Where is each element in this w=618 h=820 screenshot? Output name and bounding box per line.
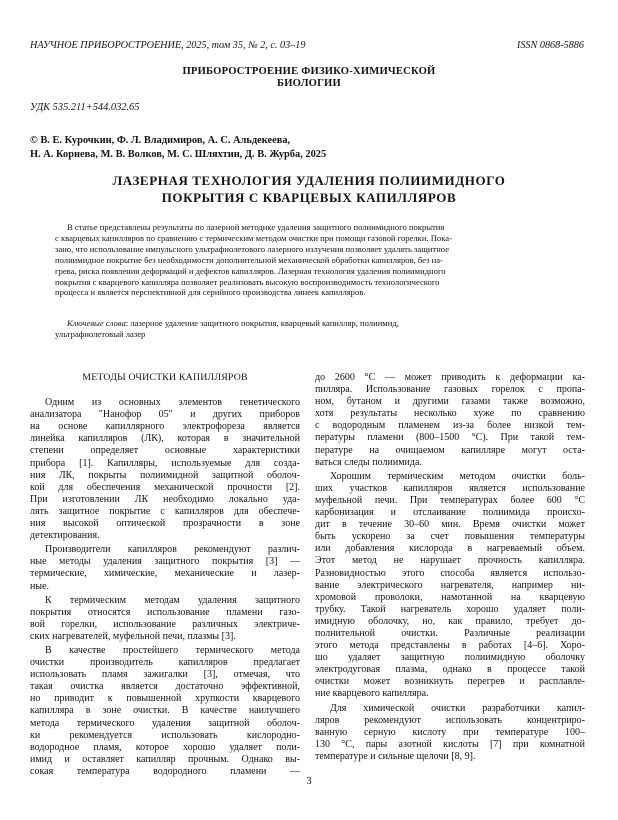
abstract-line: с кварцевых капилляров по сравнению с термическим методом очистки при помощи газовой горелки. Пока-: [55, 232, 452, 243]
text-line: Хорошим термическим методом очистки боль-: [330, 470, 585, 482]
text-line: с водородным пламенем из-за более низкой тем-: [315, 420, 585, 432]
keywords: [55, 318, 563, 340]
text-line: Одним из основных элементов генетического: [45, 397, 300, 409]
text-line: водородное пламя, которое хорошо удаляет поли-: [30, 741, 300, 753]
text-line: линейка капилляров (ЛК), которая в значительной: [30, 433, 300, 445]
text-line: карбонизация и отслаивание полиимида происхо-: [315, 507, 585, 519]
text-line: ских нагревателей, муфельной печи, плазмы [3].: [30, 630, 236, 642]
abstract-line: В статье представлены результаты по лазерной методике удаления защитного полиимидного покрытия: [67, 222, 445, 232]
text-line: на основе капиллярного электрофореза является: [30, 421, 300, 433]
text-line: очистки производитель капилляров предлагает: [30, 657, 300, 669]
text-line: дит в течение 30–60 мин. Время очистки может: [315, 519, 585, 531]
text-line: хромовой проволоки, намотанной на кварцевую: [315, 591, 585, 603]
section-title: [60, 66, 558, 90]
text-line: ки рекомендуется использовать кислородно-: [30, 729, 300, 741]
authors-line-2: Н. А. Корнева, М. В. Волков, М. С. Шляхтин, Д. В. Журба, 2025: [30, 149, 327, 160]
text-line: капилляра в зоне очистки. В качестве наилучшего: [30, 705, 300, 717]
article-title-line: ЛАЗЕРНАЯ ТЕХНОЛОГИЯ УДАЛЕНИЯ ПОЛИИМИДНОГО: [112, 173, 506, 188]
text-line: имидную оболочку, но, как правило, требует до-: [315, 615, 585, 627]
text-line: К термическим методам удаления защитного: [45, 594, 300, 606]
article-title-line: ПОКРЫТИЯ С КВАРЦЕВЫХ КАПИЛЛЯРОВ: [161, 190, 457, 205]
text-line: ляров рекомендуют использовать концентриро-: [315, 714, 585, 726]
text-line: анализатора "Нанофор 05" и других приборов: [30, 409, 300, 421]
section-title-line: БИОЛОГИИ: [277, 78, 341, 89]
text-line: ванную серную кислоту при температуре 100–: [315, 726, 585, 738]
text-line: полнительной очистки. Различные реализации: [315, 627, 585, 639]
text-line: муфельной печи. При температурах более 600 °С: [315, 494, 585, 506]
text-line: использовать пламя зажигалки [3], отмечая, что: [30, 669, 300, 681]
journal-header: НАУЧНОЕ ПРИБОРОСТРОЕНИЕ, 2025, том 35, № 2, с. 03–19: [30, 40, 306, 51]
text-line: покрытия относятся использование пламени газо-: [30, 606, 300, 618]
text-line: ные.: [30, 580, 50, 592]
text-line: Разновидностью этого способа является использо-: [315, 567, 585, 579]
text-line: пилляра. Использование газовых горелок с пропа-: [315, 384, 585, 396]
text-line: метода термического удаления защитной оболоч-: [30, 717, 300, 729]
text-line: пературе на очищаемом капилляре могут оста-: [315, 444, 585, 456]
text-line: В качестве простейшего термического метода: [45, 644, 300, 656]
text-line: Производители капилляров рекомендуют различ-: [45, 544, 300, 556]
text-line: такая очистка является достаточно эффективной,: [30, 681, 300, 693]
issn-header: ISSN 0868-5886: [516, 40, 584, 51]
text-line: 130 °С, пары азотной кислоты [7] при комнатной: [315, 738, 585, 750]
text-line: вой горелки, использование различных электриче-: [30, 618, 300, 630]
text-line: быть ускорено за счет повышения температуры: [315, 531, 585, 543]
text-line: очистки может возникнуть перегрев и расплавле-: [315, 676, 585, 688]
text-line: пературы пламени (800–1500 °С). При такой тем-: [315, 432, 585, 444]
article-title: [60, 172, 558, 206]
text-line: шо удаляет защитную полиимидную оболочку: [315, 652, 585, 664]
text-line: трубку. Такой нагреватель хорошо удаляет поли-: [315, 603, 585, 615]
abstract-line: грева, риска появления деформаций и дефектов капилляров. Лазерная технология удаления полиимидного: [55, 265, 446, 276]
keywords-label: Ключевые слова: [67, 318, 126, 328]
text-line: Этот метод не нарушает прочность капилляра.: [315, 555, 585, 567]
udk-code: УДК 535.211+544.032.65: [30, 102, 140, 113]
text-line: до 2600 °С — может приводить к деформации ка-: [315, 372, 585, 383]
text-line: детектирования.: [30, 530, 100, 542]
text-line: ние кварцевого капилляра.: [315, 688, 429, 700]
text-line: ших участков капилляров является использование: [315, 482, 585, 494]
abstract-line: процесса и является перспективной для серийного производства линеек капилляров.: [55, 287, 366, 298]
text-line: ваться следы полиимида.: [315, 456, 422, 468]
text-line: электродуговая плазма, однако в процессе такой: [315, 664, 585, 676]
text-line: но приводит к повышенной хрупкости кварцевого: [30, 693, 300, 705]
text-line: вание электрического нагревателя, например ни-: [315, 579, 585, 591]
keywords-text: : лазерное удаление защитного покрытия, кварцевый капилляр, полиимид,: [125, 318, 399, 328]
text-line: ные методы удаления защитного покрытия [3] —: [30, 556, 300, 568]
page-number: 3: [306, 776, 312, 787]
text-line: степени определяет основные характеристики: [30, 445, 300, 457]
text-line: прибора [1]. Капилляры, используемые для созда-: [30, 457, 300, 469]
heading-gap: [30, 384, 300, 397]
authors-text: В. Е. Курочкин, Ф. Л. Владимиров, А. С. Альдекеева,: [40, 135, 291, 146]
authors: [30, 134, 326, 162]
text-line: лять защитное покрытие с капилляров для обеспече-: [30, 505, 300, 517]
text-line: кой для обеспечения механической прочности [2].: [30, 481, 300, 493]
text-line: хотя результаты несколько хуже по сравнению: [315, 408, 585, 420]
text-line: При изготовлении ЛК необходимо локально уда-: [30, 493, 300, 505]
text-line: сокая температура водородного пламени —: [30, 765, 300, 777]
section-title-line: ПРИБОРОСТРОЕНИЕ ФИЗИКО-ХИМИЧЕСКОЙ: [182, 66, 436, 77]
keywords-line-2: ультрафиолетовый лазер: [55, 328, 146, 339]
text-line: или добавления кислорода в нагреваемый объем.: [315, 543, 585, 555]
text-line: этого метода представлены в работах [4–6]. Хоро-: [315, 640, 585, 652]
text-line: температуре и сильные щелочи [8, 9].: [315, 750, 476, 762]
authors-line-1: [30, 134, 326, 148]
text-line: термические, химические, механические и лазер-: [30, 568, 300, 580]
text-line: Для химической очистки разработчики капил-: [330, 702, 585, 714]
abstract-line: полиимидное покрытие без необходимости дополнительной механической обработки капилляров, без на-: [55, 254, 443, 265]
keywords-line-1: [55, 318, 563, 329]
abstract-line: зано, что использование импульсного ультрафиолетового лазерного излучения позволяет удалять защитное: [55, 243, 450, 254]
abstract-line: покрытия с кварцевого капилляра позволяет реализовать высокую воспроизводимость технологического: [55, 276, 440, 287]
text-line: имид и оставляет капилляр прочным. Однако вы-: [30, 753, 300, 765]
text-line: ния ЛК, покрыты полиимидной защитной оболоч-: [30, 469, 300, 481]
abstract: [55, 222, 563, 298]
section-heading: МЕТОДЫ ОЧИСТКИ КАПИЛЛЯРОВ: [82, 372, 248, 383]
text-line: ном, бутаном и другими газами также возможно,: [315, 396, 585, 408]
text-line: ния высокой оптической прозрачности в зоне: [30, 518, 300, 530]
left-column: [30, 372, 300, 778]
right-column: [315, 372, 585, 763]
copyright-symbol: ©: [30, 135, 38, 146]
